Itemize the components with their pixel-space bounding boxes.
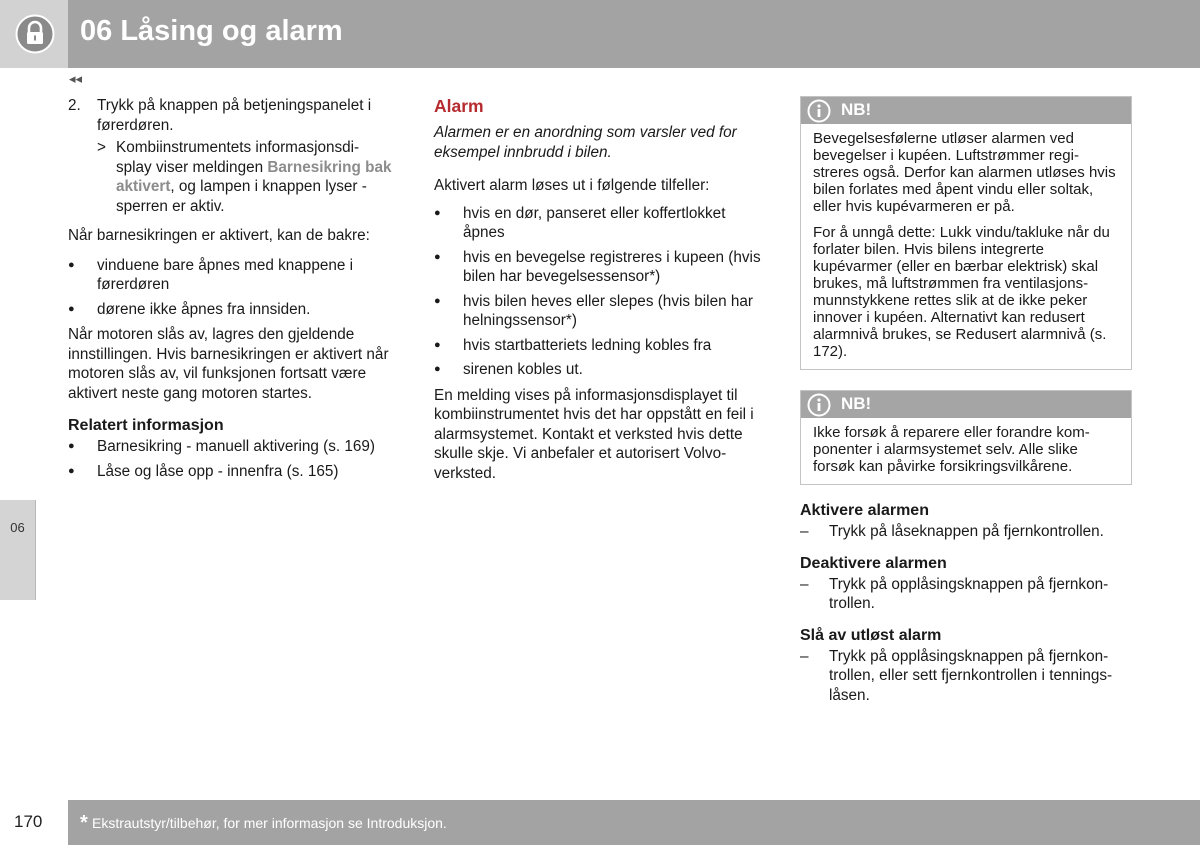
note-label: NB! — [841, 100, 872, 119]
subsection-heading: Slå av utløst alarm — [800, 626, 942, 644]
note-paragraph: Ikke forsøk å reparere eller forandre kom-ponenter i alarmsystemet selv. Alle slike forsøk kan påvirke forsikringsvilkårene. — [813, 424, 1090, 475]
related-info-heading: Relatert informasjon — [68, 417, 224, 434]
subsection-heading: Aktivere alarmen — [800, 502, 929, 519]
display-message: Barnesikring bak aktivert — [116, 158, 392, 195]
column-left — [68, 96, 393, 487]
section-heading-alarm: Alarm — [434, 96, 484, 116]
numbered-step — [68, 96, 393, 135]
chapter-header — [0, 0, 1200, 68]
intro-text: Alarmen er en anordning som varsler ved for eksempel innbrudd i bilen. — [434, 124, 737, 161]
chapter-title: 06 Låsing og alarm — [80, 15, 343, 47]
page-number: 170 — [14, 812, 43, 831]
paragraph: Når barnesikringen er aktivert, kan de bakre: — [68, 227, 370, 244]
footnote-star: * — [80, 812, 88, 834]
note-paragraph: For å unngå dette: Lukk vindu/takluke når du forlater bilen. Hvis bilens integrerte kupévarmer (eller en bærbar elektrisk) skal brukes, må luftstrømmen fra ventilasjons-munnstykkene rettes slik at de ikke peker innover i kupéen. Alternativt kan redusert alarmnivå brukes, se Redusert alarmnivå (s. 172). — [813, 224, 1110, 360]
note-header — [801, 391, 1131, 418]
chapter-icon-box — [0, 0, 68, 68]
list-item: ● hvis startbatteriets ledning kobles fra — [434, 336, 764, 356]
instruction-step: – Trykk på låseknappen på fjernkontrollen. — [800, 522, 1132, 542]
footnote-text: Ekstrautstyr/tilbehør, for mer informasjon se Introduksjon. — [92, 815, 447, 831]
note-box — [800, 96, 1132, 370]
note-body — [801, 124, 1131, 369]
list-item: ● vinduene bare åpnes med knappene i førerdøren — [68, 256, 393, 295]
result-marker: > — [97, 139, 106, 156]
info-icon — [807, 99, 831, 123]
note-label: NB! — [841, 394, 872, 413]
note-header — [801, 97, 1131, 124]
paragraph: En melding vises på informasjonsdisplayet til kombiinstrumentet hvis det har oppstått en feil i alarmsystemet. Kontakt et verksted hvis dette skulle skje. Vi anbefaler et autorisert Volvo-verksted. — [434, 386, 754, 482]
chapter-side-tab[interactable] — [0, 500, 36, 600]
related-link[interactable]: ● Barnesikring - manuell aktivering (s. 169) — [68, 437, 393, 457]
lock-icon — [15, 14, 55, 54]
list-item: ● hvis en bevegelse registreres i kupeen (hvis bilen har bevegelsessensor*) — [434, 248, 764, 287]
paragraph: Når motoren slås av, lagres den gjeldende innstillingen. Hvis barnesikringen er aktivert når motoren slås av, vil funksjonen fortsatt være aktivert neste gang motoren startes. — [68, 326, 389, 402]
instruction-step: – Trykk på opplåsingsknappen på fjernkon-trollen, eller sett fjernkontrollen i tennings-låsen. — [800, 647, 1132, 706]
subsection-heading: Deaktivere alarmen — [800, 554, 947, 572]
paragraph: Aktivert alarm løses ut i følgende tilfeller: — [434, 177, 710, 194]
step-number: 2. — [68, 97, 81, 114]
instruction-step: – Trykk på opplåsingsknappen på fjernkon-trollen. — [800, 575, 1132, 614]
bullet-list — [68, 256, 393, 320]
related-links — [68, 437, 393, 481]
step-result — [68, 138, 393, 216]
list-item: ● sirenen kobles ut. — [434, 360, 764, 380]
info-icon — [807, 393, 831, 417]
note-box — [800, 390, 1132, 485]
list-item: ● hvis en dør, panseret eller koffertlokket åpnes — [434, 204, 764, 243]
step-text: Trykk på knappen på betjeningspanelet i førerdøren. — [97, 97, 372, 134]
list-item: ● dørene ikke åpnes fra innsiden. — [68, 300, 393, 320]
related-link[interactable]: ● Låse og låse opp - innenfra (s. 165) — [68, 462, 393, 482]
result-text-after: , og lampen i knappen lyser - sperren er aktiv. — [116, 178, 367, 215]
column-right — [800, 96, 1132, 717]
bullet-list — [434, 204, 764, 380]
column-middle — [434, 95, 764, 493]
back-nav-arrows[interactable]: ◂◂ — [69, 71, 83, 86]
note-body — [801, 418, 1131, 484]
note-paragraph: Bevegelsesfølerne utløser alarmen ved bevegelser i kupéen. Luftstrømmer regi-streres også. Derfor kan alarmen utløses hvis bilen forlates med åpent vindu eller soltak, eller hvis kupévarmeren er på. — [813, 130, 1116, 215]
list-item: ● hvis bilen heves eller slepes (hvis bilen har helningssensor*) — [434, 292, 764, 331]
chapter-side-tab-label: 06 — [10, 520, 25, 535]
result-text-before: Kombiinstrumentets informasjonsdi-splay viser meldingen — [116, 139, 360, 176]
